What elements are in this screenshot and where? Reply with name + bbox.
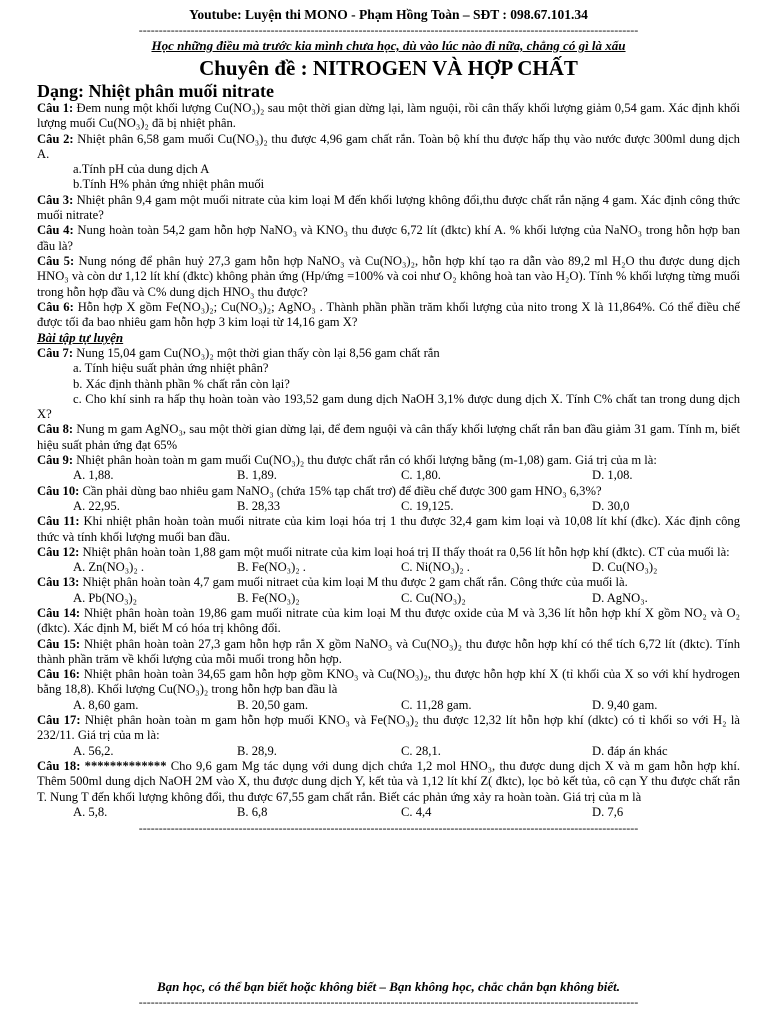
option-d: D. 30,0 — [592, 498, 630, 513]
option-d: D. 9,40 gam. — [592, 697, 658, 712]
question-2-part-b: b.Tính H% phản ứng nhiệt phân muối — [73, 177, 265, 192]
question-12 — [37, 545, 740, 560]
question-label: Câu 14: — [37, 606, 81, 620]
question-17 — [37, 713, 740, 744]
question-label: Câu 17: — [37, 713, 81, 728]
question-12-options — [37, 560, 740, 575]
option-c: C. 4,4 — [401, 804, 432, 819]
topic-heading: Dạng: Nhiệt phân muối nitrate — [37, 81, 275, 101]
question-text: Nung nóng để phân huỷ 27,3 gam hỗn hợp NaNO₃ và Cu(NO₃)₂, hỗn hợp khí tạo ra dẫn vào 89,2 ml H₂O thu được dung dịch HNO₃ và còn dư 1,12 lít khí (đktc) không phản ứng (Hp/ứng =100% và coi như O₂ không hoà tan vào H₂O). Tính % khối lượng từng muối trong hỗn hợp đầu và C% dung dịch HNO₃ thu được? — [37, 253, 740, 299]
question-16-options — [37, 698, 740, 713]
question-text: Nhiệt phân 9,4 gam một muối nitrate của kim loại M đến khối lượng không đổi,thu được chất rắn nặng 4 gam. Xác định công thức muối nitrate? — [37, 192, 740, 223]
question-8 — [37, 422, 740, 453]
option-b: B. 20,50 gam. — [237, 697, 309, 712]
option-a: A. 8,60 gam. — [73, 697, 139, 712]
option-c: C. 1,80. — [401, 468, 441, 483]
header-contact: Youtube: Luyện thi MONO - Phạm Hồng Toàn – SĐT : 098.67.101.34 — [189, 7, 588, 22]
question-text: Hỗn hợp X gồm Fe(NO₃)₂; Cu(NO₃)₂; AgNO₃ . Thành phần phần trăm khối lượng của nito trong X là 11,864%. Có thể điều chế được tối đa bao nhiêu gam hỗn hợp 3 kim loại từ 14,16 gam X? — [37, 299, 740, 330]
question-2 — [37, 132, 740, 163]
question-label: Câu 9: — [37, 453, 74, 468]
question-text: Nhiệt phân hoàn toàn m gam hỗn hợp muối KNO₃ và Fe(NO₃)₂ thu được 12,32 lít hỗn hợp khí (dktc) có tỉ khối so với H₂ là 232/11. Giá trị của m là: — [37, 713, 740, 743]
question-label: Câu 1: — [37, 101, 74, 115]
question-label: Câu 2: — [37, 131, 74, 146]
question-label: Câu 6: — [37, 299, 74, 314]
question-text: Cho 9,6 gam Mg tác dụng với dung dịch chứa 1,2 mol HNO₃, thu được dung dịch X và m gam hỗn hợp khí. Thêm 500ml dung dịch NaOH 2M vào X, thu được dung dịch Y, kết tủa và 1,12 lít khí Z( đktc), lọc bỏ kết tủa, cô cạn Y thu được chất rắn T. Nung T đến khối lượng không đổi, thu được 67,55 gam chất rắn. Biết các phản ứng xảy ra hoàn toàn. Giá trị của m là — [37, 758, 740, 804]
question-text: Cần phải dùng bao nhiêu gam NaNO₃ (chứa 15% tạp chất trơ) để điều chế được 300 gam HNO₃ 6,3%? — [82, 483, 602, 498]
question-text: Nhiệt phân hoàn toàn 34,65 gam hỗn hợp gồm KNO₃ và Cu(NO₃)₂, thu được hỗn hợp khí X (tỉ khối của X so với khí hydrogen bằng 18,8). Khối lượng Cu(NO₃)₂ trong hỗn hợp ban đầu là — [37, 667, 740, 697]
question-text: Đem nung một khối lượng Cu(NO₃)₂ sau một thời gian dừng lại, làm nguội, rồi cân thấy khối lượng giảm 0,54 gam. Xác định khối lượng muối Cu(NO₃)₂ đã bị nhiệt phân. — [37, 101, 740, 131]
option-b: B. 28,33 — [237, 498, 281, 513]
option-c: C. Ni(NO₃)₂ . — [401, 560, 470, 575]
question-text: Nhiệt phân hoàn toàn 19,86 gam muối nitrate của kim loại M thu được oxide của M và 3,36 lít hỗn hợp khí X gồm NO₂ và O₂ (đktc). Xác định M, biết M có hóa trị không đổi. — [37, 606, 740, 636]
question-label: Câu 4: — [37, 223, 74, 238]
option-c: C. 11,28 gam. — [401, 697, 472, 712]
question-text: Nhiệt phân hoàn toàn 4,7 gam muối nitraet của kim loại M thu được 2 gam chất rắn. Công thức của muối là. — [82, 575, 628, 590]
option-d: D. 1,08. — [592, 468, 633, 483]
content-end-divider: ----------------------------------------------------------------------------------------------------------------------------- — [138, 822, 639, 835]
question-text: Nhiệt phân hoàn toàn 27,3 gam hỗn hợp rắn X gồm NaNO₃ và Cu(NO₃)₂ thu được hỗn hợp khí có thể tích 6,72 lít (đktc). Tính thành phần trăm về khối lượng của mỗi muối trong hỗn hợp. — [37, 636, 740, 666]
question-label: Câu 11: — [37, 514, 80, 529]
question-text: Nhiệt phân hoàn toàn m gam muối Cu(NO₃)₂ thu được chất rắn có khối lượng bằng (m-1,08) gam. Giá trị của m là: — [76, 453, 657, 468]
question-13-options — [37, 591, 740, 606]
question-label: Câu 13: — [37, 575, 80, 590]
question-15 — [37, 637, 740, 668]
question-14 — [37, 606, 740, 637]
question-label: Câu 8: — [37, 422, 74, 437]
option-a: A. Pb(NO₃)₂ — [73, 590, 138, 605]
question-text: Nung 15,04 gam Cu(NO₃)₂ một thời gian thấy còn lại 8,56 gam chất rắn — [76, 345, 440, 360]
worksheet — [37, 6, 740, 834]
question-10-options — [37, 499, 740, 514]
footer — [37, 978, 740, 1008]
question-11 — [37, 514, 740, 545]
question-label: Câu 5: — [37, 253, 75, 268]
option-a: A. 56,2. — [73, 743, 114, 758]
option-b: B. 6,8 — [237, 804, 268, 819]
option-c: C. Cu(NO₃)₂ — [401, 590, 466, 605]
question-7-part-a: a. Tính hiệu suất phản ứng nhiệt phân? — [73, 361, 269, 376]
question-13 — [37, 575, 740, 590]
footer-divider: ----------------------------------------------------------------------------------------------------------------------------- — [138, 996, 639, 1008]
option-c: C. 19,125. — [401, 498, 454, 513]
question-4 — [37, 223, 740, 254]
question-7-part-c: c. Cho khí sinh ra hấp thụ hoàn toàn vào 193,52 gam dung dịch NaOH 3,1% được dung dịch X. Tính C% chất tan trong dung dịch X? — [37, 391, 740, 422]
question-text: Nung hoàn toàn 54,2 gam hỗn hợp NaNO₃ và KNO₃ thu được 6,72 lít (đktc) khí A. % khối lượng của NaNO₃ trong hỗn hợp ban đầu là? — [37, 223, 740, 253]
question-label: Câu 7: — [37, 345, 74, 360]
option-a: A. 1,88. — [73, 468, 114, 483]
question-label: Câu 3: — [37, 192, 74, 207]
question-2-part-a: a.Tính pH của dung dịch A — [73, 162, 210, 177]
question-text: Nung m gam AgNO₃, sau một thời gian dừng lại, để đem nguội và cân thấy khối lượng chất rắn ban đầu giảm 31 gam. Tính m, biết hiệu suất phản ứng đạt 65% — [37, 422, 740, 452]
question-label: Câu 12: — [37, 544, 80, 559]
option-b: B. 28,9. — [237, 743, 277, 758]
option-d: D. Cu(NO₃)₂ — [592, 560, 658, 575]
question-text: Nhiệt phân hoàn toàn 1,88 gam một muối nitrate của kim loại hoá trị II thấy thoát ra 0,56 lít hỗn hợp khí (đktc). CT của muối là: — [82, 544, 730, 559]
question-17-options — [37, 744, 740, 759]
motto: Học những điều mà trước kia mình chưa học, dù vào lúc nào đi nữa, chẳng có gì là xấu — [151, 38, 626, 53]
option-b: B. 1,89. — [237, 468, 277, 483]
option-a: A. 22,95. — [73, 498, 120, 513]
option-a: A. Zn(NO₃)₂ . — [73, 560, 145, 575]
question-5 — [37, 254, 740, 300]
question-7 — [37, 346, 740, 361]
question-label: Câu 16: — [37, 667, 80, 682]
option-b: B. Fe(NO₃)₂ — [237, 590, 300, 605]
question-7-part-b: b. Xác định thành phần % chất rắn còn lại? — [73, 376, 290, 391]
question-18-options — [37, 805, 740, 820]
question-3 — [37, 193, 740, 224]
question-6 — [37, 300, 740, 331]
header-divider: ----------------------------------------------------------------------------------------------------------------------------- — [138, 24, 639, 36]
question-label: Câu 18: ************* — [37, 758, 167, 773]
question-text: Nhiệt phân 6,58 gam muối Cu(NO₃)₂ thu được 4,96 gam chất rắn. Toàn bộ khí thu được hấp thụ vào nước được 300ml dung dịch A. — [37, 131, 740, 161]
option-a: A. 5,8. — [73, 804, 108, 819]
question-label: Câu 10: — [37, 483, 80, 498]
option-d: D. 7,6 — [592, 804, 624, 819]
question-text: Khi nhiệt phân hoàn toàn muối nitrate của kim loại hóa trị 1 thu được 32,4 gam kim loại và 10,08 lít khí (đkc). Xác định công thức và tính khối lượng muối ban đầu. — [37, 514, 740, 544]
option-c: C. 28,1. — [401, 743, 441, 758]
question-18 — [37, 759, 740, 805]
question-10 — [37, 484, 740, 499]
question-9-options — [37, 468, 740, 483]
question-16 — [37, 667, 740, 698]
question-1 — [37, 101, 740, 132]
option-d: D. AgNO₃. — [592, 590, 648, 605]
page-title: Chuyên đề : NITROGEN VÀ HỢP CHẤT — [199, 56, 578, 80]
question-label: Câu 15: — [37, 636, 81, 651]
option-b: B. Fe(NO₃)₂ . — [237, 560, 306, 575]
question-9 — [37, 453, 740, 468]
section-heading: Bài tập tự luyện — [37, 330, 124, 346]
option-d: D. đáp án khác — [592, 743, 668, 758]
footer-quote: Bạn học, có thể bạn biết hoặc không biết – Bạn không học, chắc chắn bạn không biết. — [156, 979, 620, 994]
